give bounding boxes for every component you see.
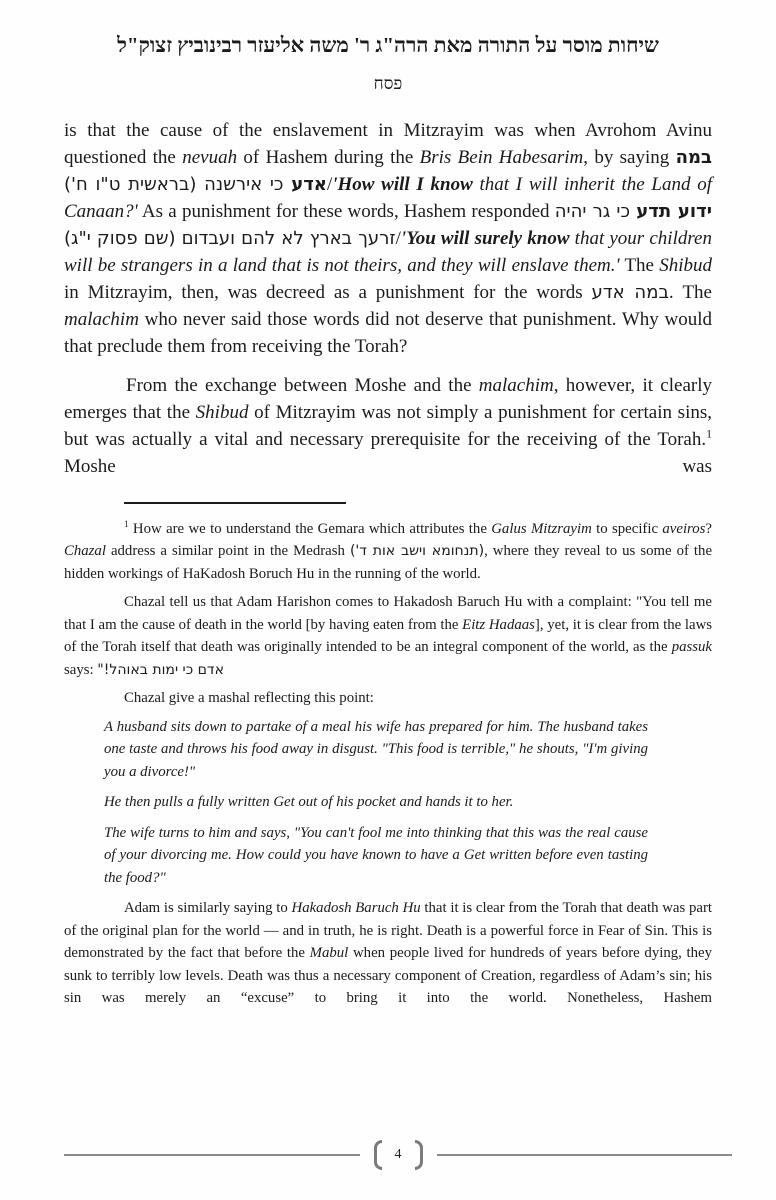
page-number-left-bracket: [374, 1140, 382, 1170]
section-title-pesach: פסח: [373, 74, 403, 94]
body-paragraph: is that the cause of the enslavement in Mitzrayim was when Avrohom Avinu questioned the nevuah of Hashem during the Bris Bein Habesarim, by saying במה אדע כי אירשנה (בראשית ט"ו ח') /'How will I know that I will inherit the Land of Canaan?' As a punishment for these words, Hashem responded ידוע תדע כי גר יהיה זרעך בארץ לא להם ועבדום (שם פסוק י"ג)/'You will surely know that your children will be strangers in a land that is not theirs, and they will enslave them.' The Shibud in Mitzrayim, then, was decreed as a punishment for the words במה אדע. The malachim who never said those words did not deserve that punishment. Why would that preclude them from receiving the Torah?: [64, 119, 713, 357]
footnote-paragraph: Chazal tell us that Adam Harishon comes to Hakadosh Baruch Hu with a complaint: "You tell me that I am the cause of death in the world [by having eaten from the Eitz Hadaas], yet, it is clear from the laws of the Torah itself that death was originally intended to be an integral component of the world, as the passuk says: אדם כי ימות באוהל!": [64, 594, 713, 678]
footnote-paragraph: $^1$ How are we to understand the Gemara which attributes the Galus Mitzrayim to specific aveiros? Chazal address a similar point in the Medrash (תנחומא וישב אות ד'), where they reveal to us some of the hidden workings of HaKadosh Boruch Hu in the running of the world.: [64, 518, 713, 582]
body-paragraph: From the exchange between Moshe and the malachim, however, it clearly emerges that the Shibud of Mitzrayim was not simply a punishment for certain sins, but was actually a vital and necessary prerequisite for the receiving of the Torah.$^1$ Moshe was: [64, 374, 712, 477]
footnote-paragraph: Chazal give a mashal reflecting this point:: [124, 690, 374, 707]
footer-rule-right: [437, 1154, 733, 1156]
page-footer: [64, 1140, 732, 1170]
footnote-reference: 1: [124, 518, 129, 529]
mashal-paragraph: A husband sits down to partake of a meal his wife has prepared for him. The husband takes one taste and throws his food away in disgust. "This food is terrible," he shouts, "I'm giving you a divorce!": [104, 718, 648, 780]
page-number: 4: [394, 1147, 402, 1162]
footnote-reference: 1: [706, 427, 712, 441]
hebrew-phrase: במה אדע: [591, 281, 669, 303]
mashal-paragraph: The wife turns to him and says, "You can't fool me into thinking that this was the real cause of your divorcing me. How could you have known to have a Get written before even tasting the food?": [104, 824, 648, 886]
mashal-paragraph: He then pulls a fully written Get out of his pocket and hands it to her.: [104, 794, 514, 811]
footer-rule-left: [64, 1154, 360, 1156]
hebrew-phrase: במה אדע כי אירשנה (בראשית ט"ו ח'): [64, 146, 713, 195]
page-header-hebrew-title: שיחות מוסר על התורה מאת הרה"ג ר' משה אליעזר רבינוביץ זצוק"ל: [117, 33, 659, 57]
footnote-paragraph: Adam is similarly saying to Hakadosh Baruch Hu that it is clear from the Torah that death was part of the original plan for the world — and in truth, he is right. Death is a powerful force in Fear of Sin. This is demonstrated by the fact that before the Mabul when people lived for hundreds of years before dying, they sunk to terribly low levels. Death was thus a necessary component of Creation, regardless of Adam’s sin; his sin was merely an “excuse” to bring it into the world. Nonetheless, Hashem: [64, 900, 712, 1007]
page-number-right-bracket: [415, 1140, 423, 1170]
hebrew-phrase: אדם כי ימות באוהל!": [97, 661, 224, 678]
footnote-separator-line: [124, 502, 346, 504]
hebrew-phrase: (תנחומא וישב אות ד'): [349, 543, 485, 560]
hebrew-phrase: ידוע תדע כי גר יהיה זרעך בארץ לא להם ועבדום (שם פסוק י"ג): [64, 200, 712, 249]
